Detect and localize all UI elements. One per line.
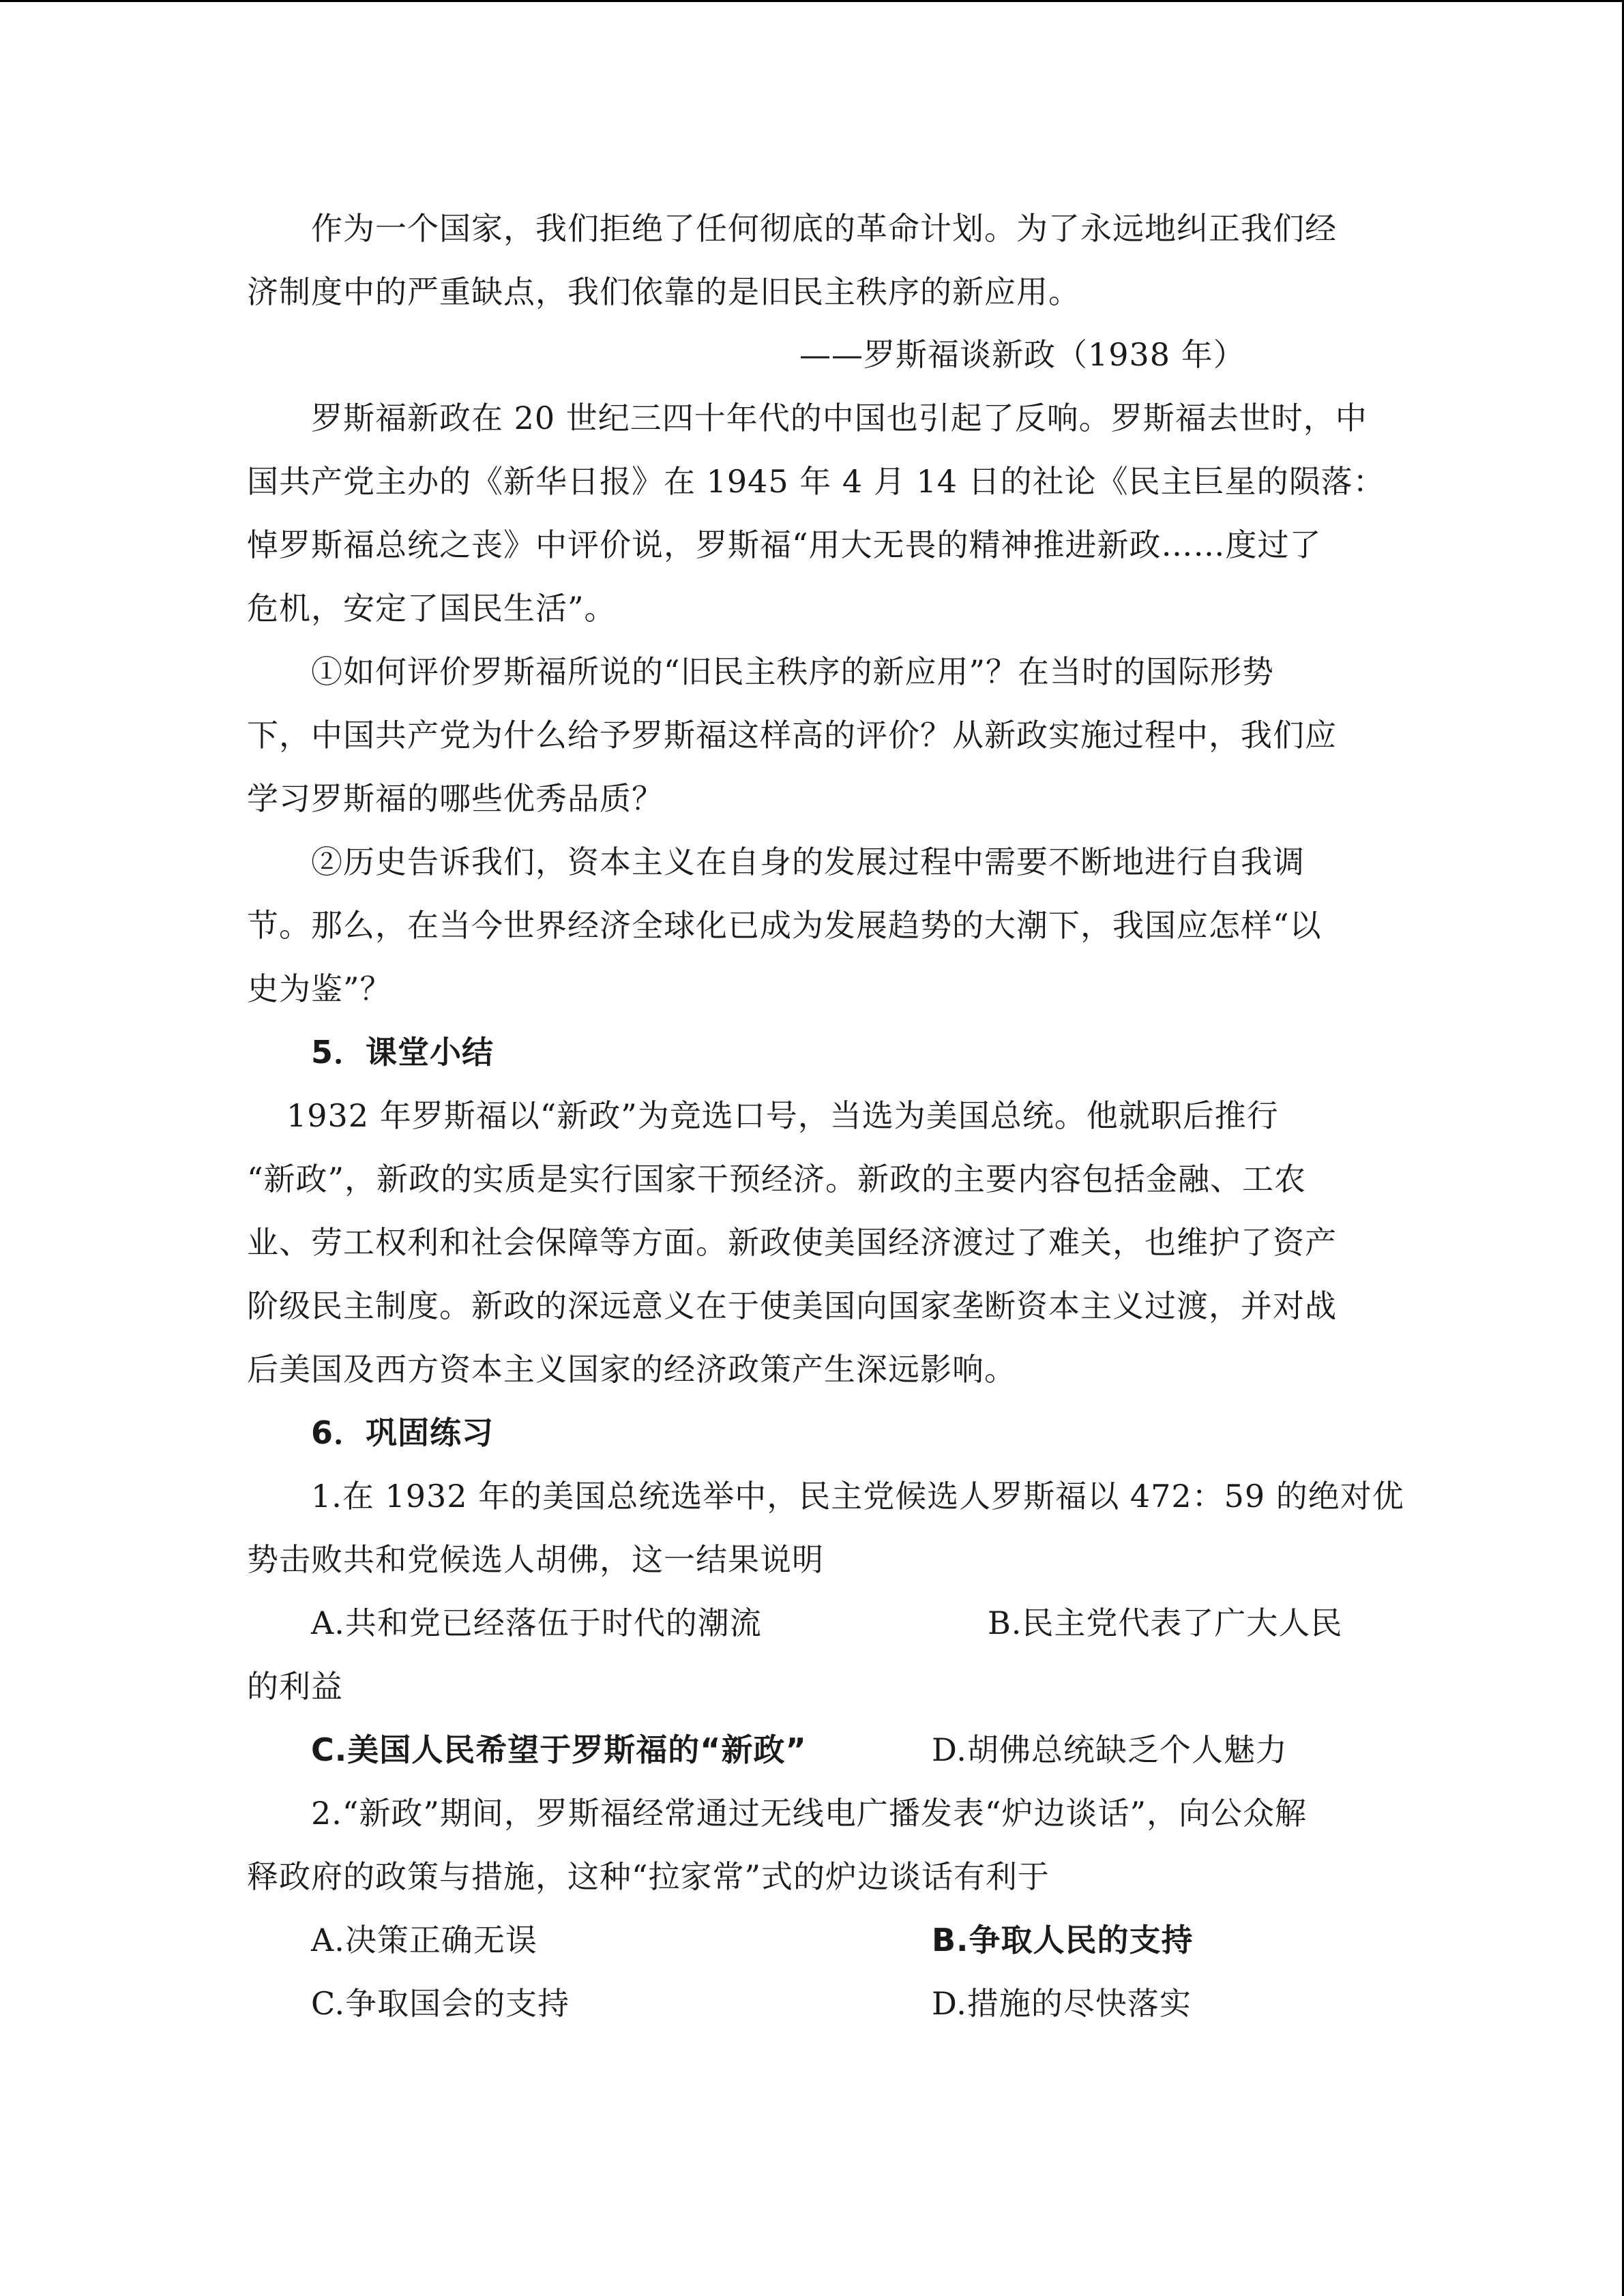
exercise1-option-c: C.美国人民希望于罗斯福的“新政” [311,1731,807,1768]
exercise1-option-b-continued: 的利益 [247,1668,343,1705]
exercise2-option-c: C.争取国会的支持 [311,1985,570,2022]
summary-line-5: 后美国及西方资本主义国家的经济政策产生深远影响。 [247,1351,1016,1388]
question1-line-1: ①如何评价罗斯福所说的“旧民主秩序的新应用”？在当时的国际形势 [311,653,1275,690]
exercise1-stem-line-2: 势击败共和党候选人胡佛，这一结果说明 [247,1541,824,1578]
page-border-top [0,0,1624,2]
question2-line-2: 节。那么，在当今世界经济全球化已成为发展趋势的大潮下，我国应怎样“以 [247,907,1322,944]
summary-line-2: “新政”，新政的实质是实行国家干预经济。新政的主要内容包括金融、工农 [247,1161,1307,1197]
exercise1-option-d: D.胡佛总统缺乏个人魅力 [932,1731,1288,1768]
exercise1-option-a: A.共和党已经落伍于时代的潮流 [311,1605,762,1641]
section5-heading: 5．课堂小结 [311,1034,494,1071]
quote-line-2: 济制度中的严重缺点，我们依靠的是旧民主秩序的新应用。 [247,273,1080,310]
exercise2-option-b: B.争取人民的支持 [932,1922,1194,1958]
exercise2-option-a: A.决策正确无误 [311,1922,537,1958]
response-line-3: 悼罗斯福总统之丧》中评价说，罗斯福“用大无畏的精神推进新政……度过了 [247,526,1322,563]
exercise1-option-b: B.民主党代表了广大人民 [988,1605,1343,1641]
response-line-4: 危机，安定了国民生活”。 [247,590,617,627]
exercise2-option-d: D.措施的尽快落实 [932,1985,1192,2022]
question1-line-2: 下，中国共产党为什么给予罗斯福这样高的评价？从新政实施过程中，我们应 [247,717,1337,754]
section6-heading: 6．巩固练习 [311,1414,494,1451]
response-line-1: 罗斯福新政在 20 世纪三四十年代的中国也引起了反响。罗斯福去世时，中 [311,400,1368,436]
question2-line-1: ②历史告诉我们，资本主义在自身的发展过程中需要不断地进行自我调 [311,844,1305,880]
question2-line-3: 史为鉴”？ [247,970,392,1007]
quote-source: ——罗斯福谈新政（1938 年） [799,336,1245,373]
response-line-2: 国共产党主办的《新华日报》在 1945 年 4 月 14 日的社论《民主巨星的陨落： [247,463,1385,500]
exercise2-stem-line-2: 释政府的政策与措施，这种“拉家常”式的炉边谈话有利于 [247,1858,1050,1895]
question1-line-3: 学习罗斯福的哪些优秀品质？ [247,780,664,817]
summary-line-4: 阶级民主制度。新政的深远意义在于使美国向国家垄断资本主义过渡，并对战 [247,1287,1337,1324]
summary-line-1: 1932 年罗斯福以“新政”为竞选口号，当选为美国总统。他就职后推行 [286,1097,1279,1134]
exercise2-stem-line-1: 2.“新政”期间，罗斯福经常通过无线电广播发表“炉边谈话”，向公众解 [311,1795,1307,1832]
quote-line-1: 作为一个国家，我们拒绝了任何彻底的革命计划。为了永远地纠正我们经 [311,210,1337,247]
summary-line-3: 业、劳工权利和社会保障等方面。新政使美国经济渡过了难关，也维护了资产 [247,1224,1337,1261]
exercise1-stem-line-1: 1.在 1932 年的美国总统选举中，民主党候选人罗斯福以 472：59 的绝对优 [311,1478,1404,1515]
